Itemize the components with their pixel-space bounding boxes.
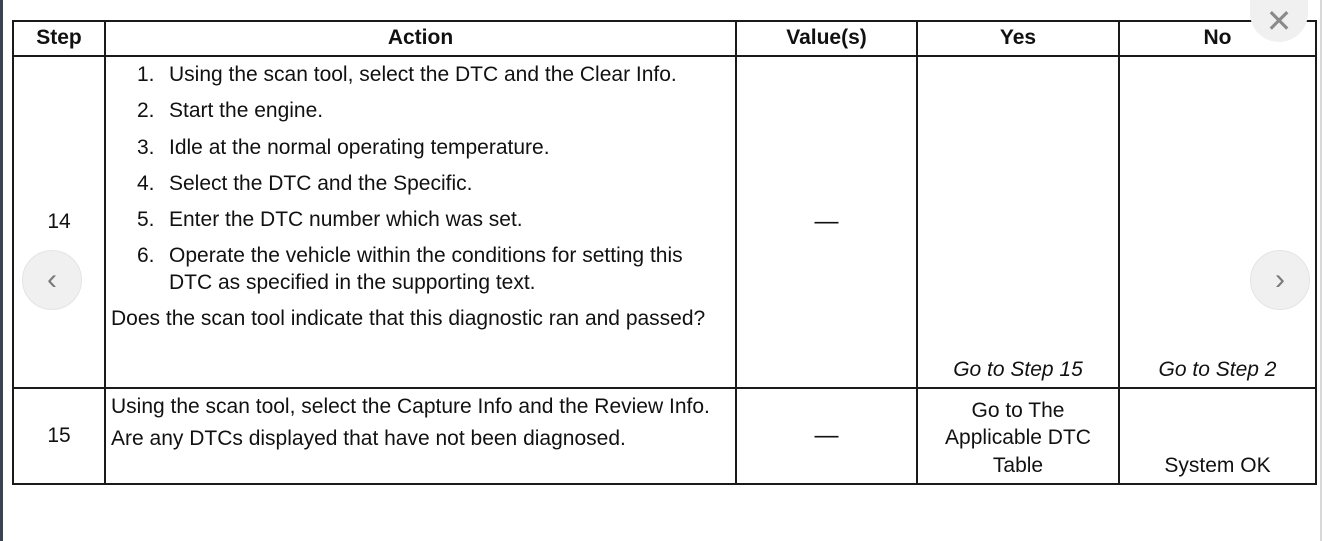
header-action: Action	[105, 21, 736, 56]
step-number: 14	[13, 56, 105, 388]
header-no: No	[1119, 21, 1316, 56]
header-step: Step	[13, 21, 105, 56]
previous-button[interactable]	[22, 250, 82, 310]
header-yes: Yes	[917, 21, 1119, 56]
diagnostic-table	[12, 20, 1317, 485]
action-text: Using the scan tool, select the Capture Info and the Review Info.	[111, 395, 710, 418]
step-number: 15	[13, 388, 105, 484]
table-row	[13, 56, 1316, 388]
action-cell	[105, 388, 736, 484]
action-steps	[111, 62, 729, 296]
action-question: Does the scan tool indicate that this diagnostic ran and passed?	[111, 306, 706, 330]
value-cell: —	[736, 388, 917, 484]
action-step: 6. Operate the vehicle within the conditions for setting this DTC as specified in the supporting text.	[137, 244, 683, 294]
chevron-right-icon: ›	[1275, 263, 1285, 296]
action-question: Are any DTCs displayed that have not been diagnosed.	[111, 427, 626, 451]
table-row	[13, 388, 1316, 484]
chevron-left-icon: ‹	[47, 263, 57, 296]
action-step: 4. Select the DTC and the Specific.	[137, 171, 473, 195]
next-button[interactable]	[1250, 250, 1310, 310]
table-header-row	[13, 21, 1316, 56]
action-step: 3. Idle at the normal operating temperature.	[137, 135, 550, 159]
action-step: 5. Enter the DTC number which was set.	[137, 208, 523, 231]
no-result: Go to Step 2	[1119, 56, 1316, 388]
window-edge	[0, 0, 3, 541]
action-cell	[105, 56, 736, 388]
close-icon: ✕	[1265, 3, 1293, 39]
yes-result: Go to Step 15	[917, 56, 1119, 388]
header-values: Value(s)	[736, 21, 917, 56]
action-step: 1. Using the scan tool, select the DTC and the Clear Info.	[137, 63, 677, 86]
value-cell: —	[736, 56, 917, 388]
no-result: System OK	[1119, 388, 1316, 484]
yes-result: Go to The Applicable DTC Table	[917, 388, 1119, 484]
action-step: 2. Start the engine.	[137, 99, 324, 123]
